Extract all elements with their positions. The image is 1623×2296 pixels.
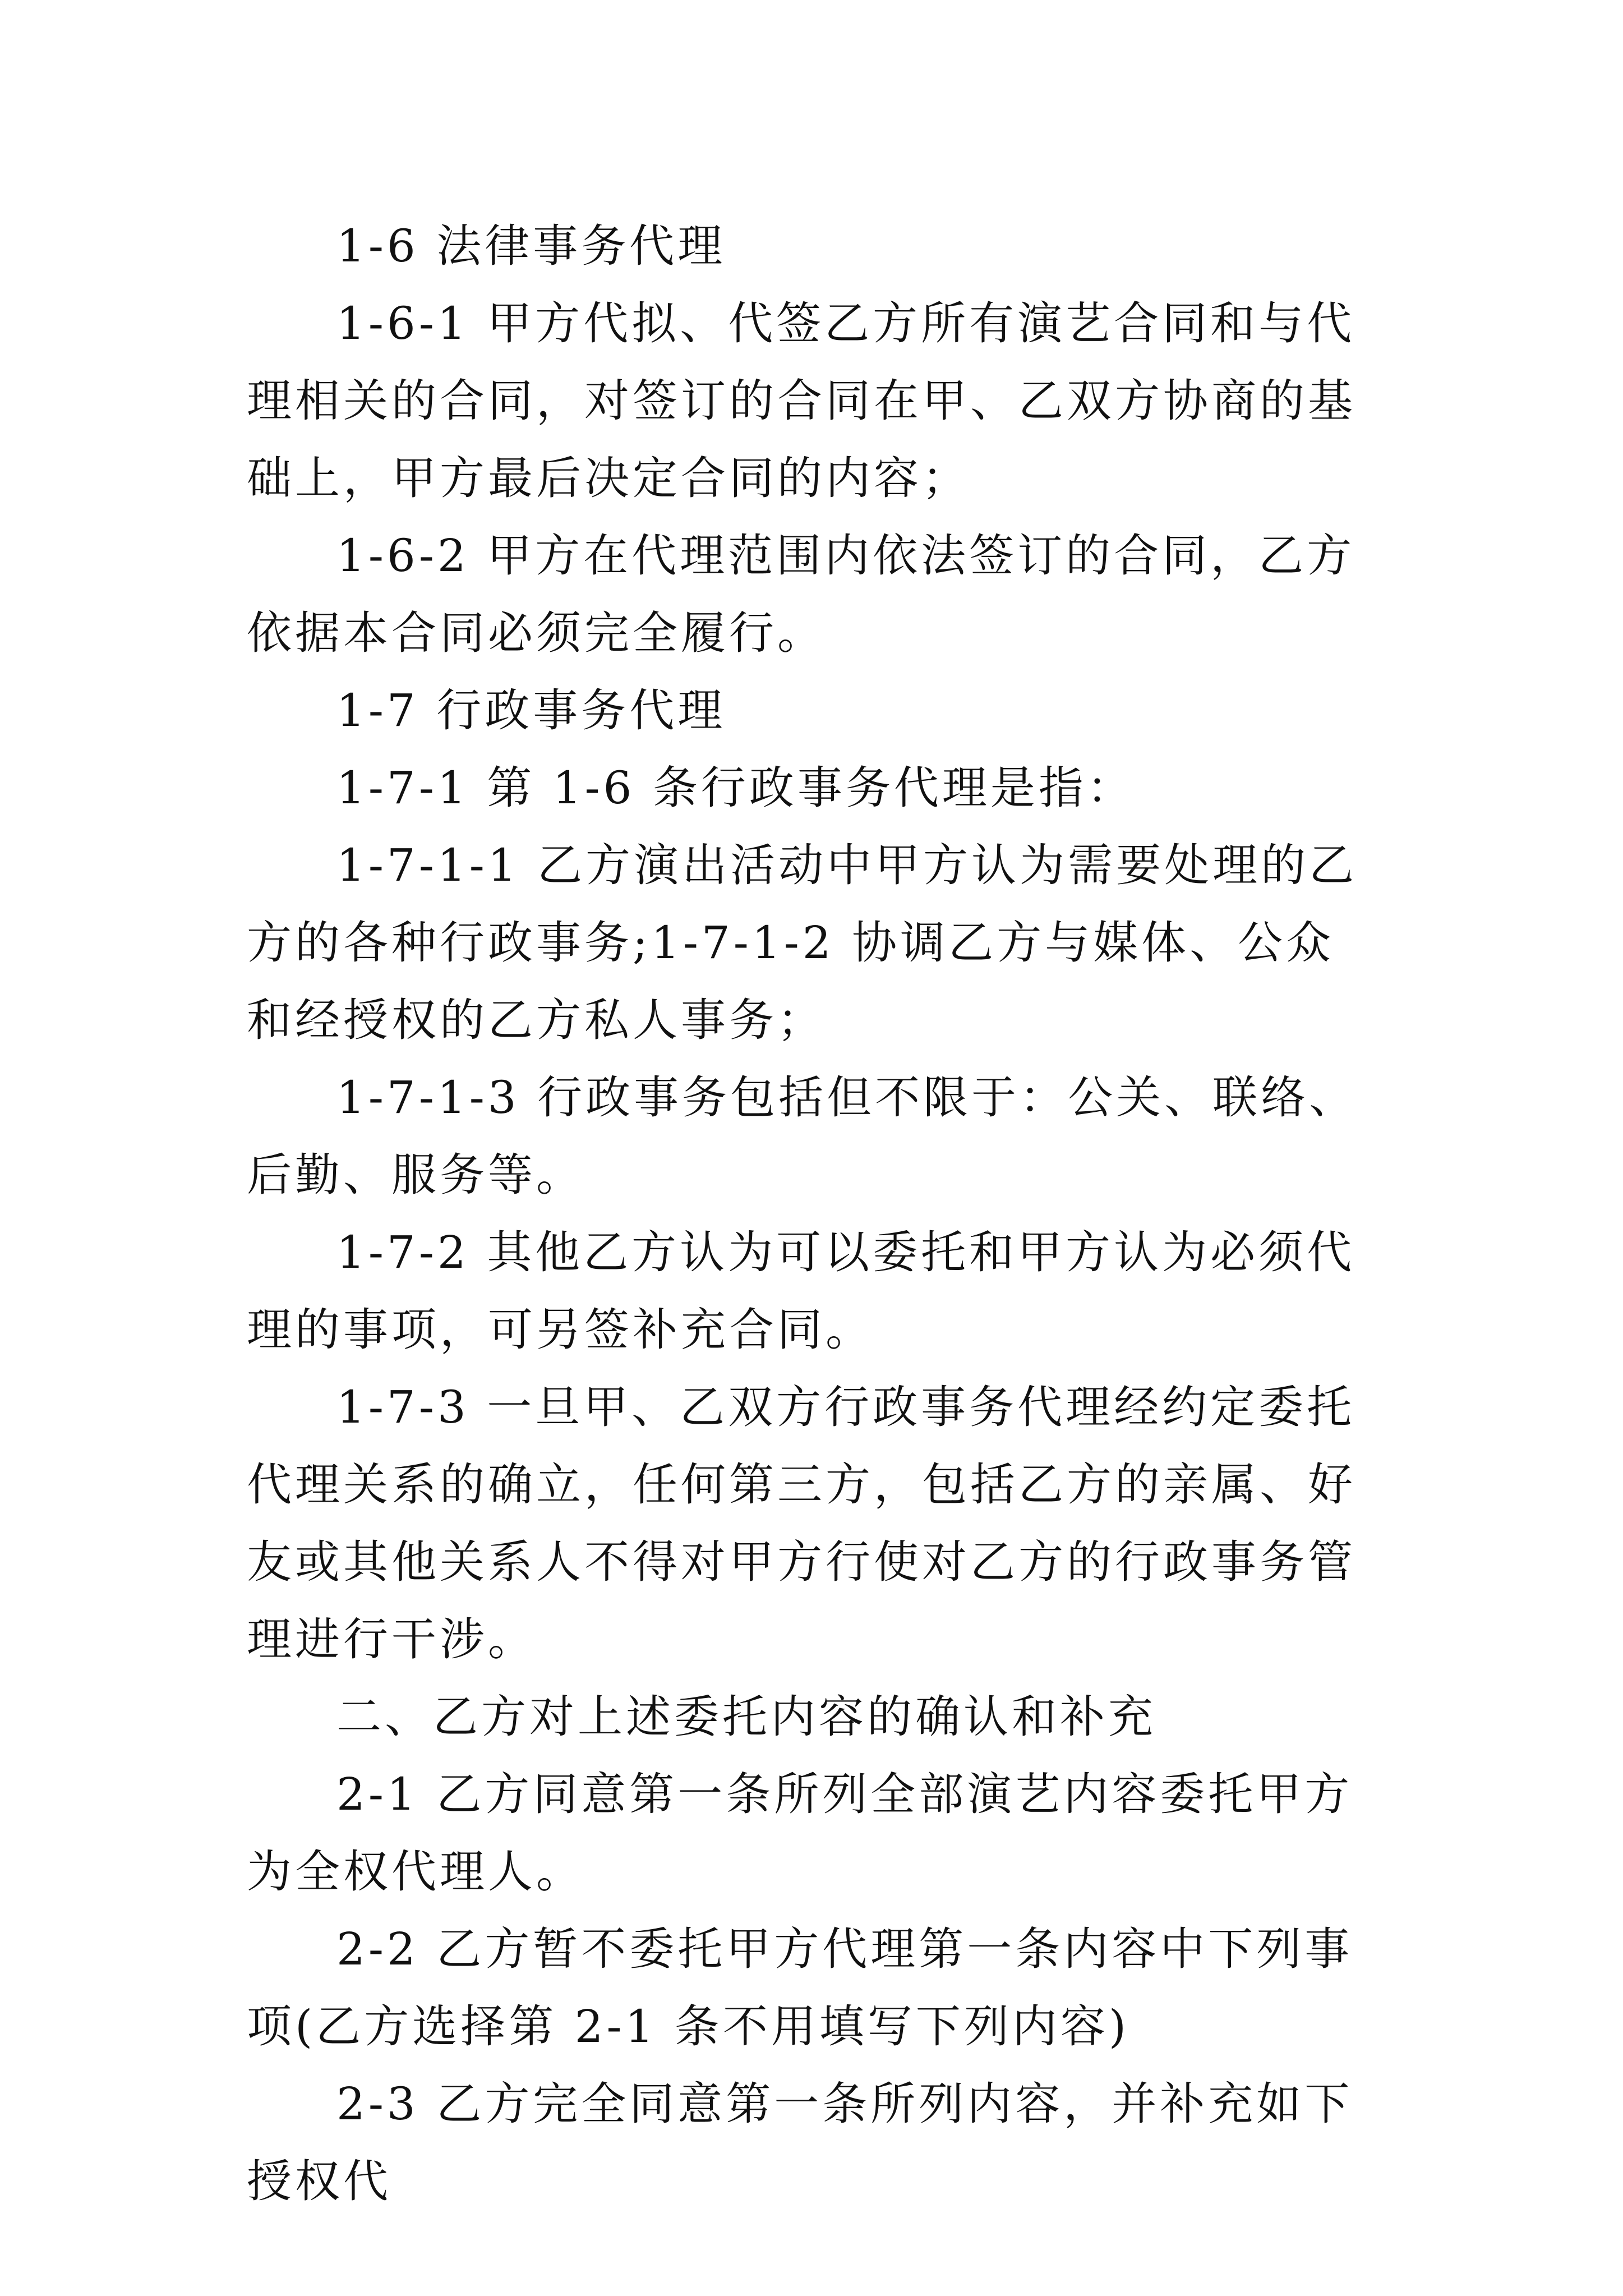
clause-1-7-1-1: 1-7-1-1 乙方演出活动中甲方认为需要处理的乙方的各种行政事务;1-7-1-2 协调乙方与媒体、公众和经授权的乙方私人事务； bbox=[247, 839, 1358, 1046]
section-heading-confirmation: 二、乙方对上述委托内容的确认和补充 bbox=[336, 1691, 1156, 1743]
clause-1-7-1: 1-7-1 第 1-6 条行政事务代理是指： bbox=[336, 762, 1135, 814]
clause-1-7-1-3: 1-7-1-3 行政事务包括但不限于：公关、联络、后勤、服务等。 bbox=[247, 1071, 1358, 1201]
clause-1-6-1: 1-6-1 甲方代拟、代签乙方所有演艺合同和与代理相关的合同，对签订的合同在甲、乙双方协商的基础上，甲方最后决定合同的内容； bbox=[247, 297, 1356, 504]
clause-2-1: 2-1 乙方同意第一条所列全部演艺内容委托甲方为全权代理人。 bbox=[247, 1768, 1353, 1898]
section-heading-legal-affairs: 1-6 法律事务代理 bbox=[336, 220, 726, 272]
clause-1-7-3: 1-7-3 一旦甲、乙双方行政事务代理经约定委托代理关系的确立，任何第三方，包括乙方的亲属、好友或其他关系人不得对甲方行使对乙方的行政事务管理进行干涉。 bbox=[247, 1381, 1356, 1665]
clause-1-6-2: 1-6-2 甲方在代理范围内依法签订的合同，乙方依据本合同必须完全履行。 bbox=[247, 530, 1355, 659]
section-heading-administrative-affairs: 1-7 行政事务代理 bbox=[336, 684, 726, 737]
clause-2-3: 2-3 乙方完全同意第一条所列内容，并补充如下授权代 bbox=[247, 2078, 1353, 2207]
document-body bbox=[247, 208, 1380, 2220]
clause-2-2: 2-2 乙方暂不委托甲方代理第一条内容中下列事项(乙方选择第 2-1 条不用填写下列内容) bbox=[247, 1923, 1353, 2053]
clause-1-7-2: 1-7-2 其他乙方认为可以委托和甲方认为必须代理的事项，可另签补充合同。 bbox=[247, 1226, 1355, 1356]
